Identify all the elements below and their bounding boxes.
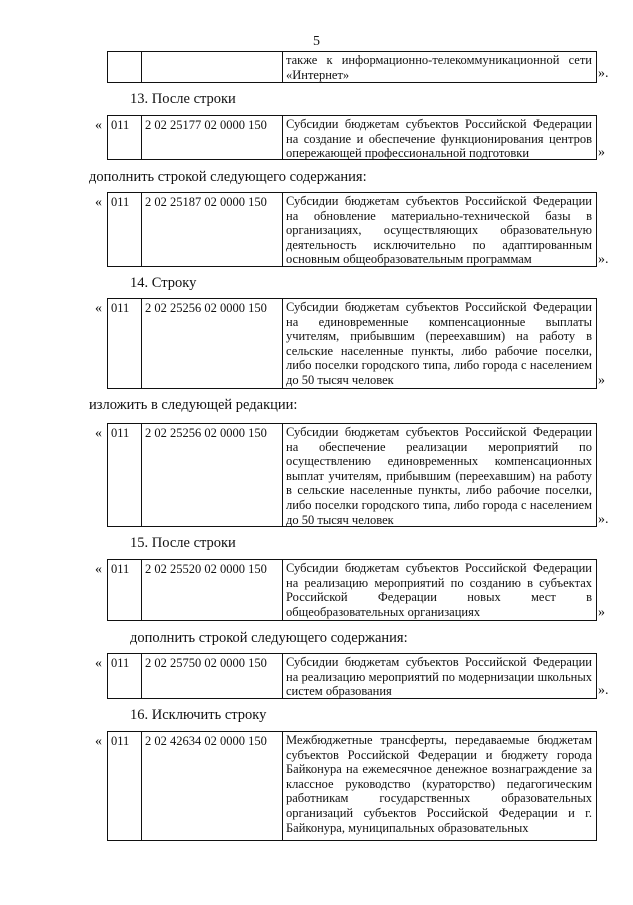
opening-quote: «	[95, 562, 102, 577]
paragraph-add-1: дополнить строкой следующего содержания:	[89, 169, 367, 185]
table-row-13	[107, 115, 597, 160]
table-row-add-1	[107, 192, 597, 267]
opening-quote: «	[95, 734, 102, 749]
table-cell-code: 011	[108, 299, 142, 388]
table-cell-description: Субсидии бюджетам субъектов Российской Федерации на создание и обеспечение функционирования центров опережающей профессиональной подготовки	[286, 117, 592, 161]
opening-quote: «	[95, 301, 102, 316]
paragraph-14: 14. Строку	[130, 275, 197, 291]
table-cell-kbk: 2 02 25187 02 0000 150	[141, 193, 283, 266]
table-cell-description: Субсидии бюджетам субъектов Российской Федерации на единовременные компенсационные выплаты учителям, прибывшим (переехавшим) на работу в сельские населенные пункты, либо рабочие поселки, либо поселки городского типа, либо города с населением до 50 тысяч человек	[286, 300, 592, 387]
table-cell-description: Субсидии бюджетам субъектов Российской Федерации на реализацию мероприятий по модернизации школьных систем образования	[286, 655, 592, 699]
opening-quote: «	[95, 195, 102, 210]
table-cell-kbk: 2 02 25256 02 0000 150	[141, 424, 283, 526]
table-cell-code: 011	[108, 654, 142, 698]
table-cell-description: Субсидии бюджетам субъектов Российской Федерации на обеспечение реализации мероприятий по осуществлению единовременных компенсационных выплат учителям, прибывшим (переехавшим) на работу в сельские населенные пункты, либо рабочие поселки, либо поселки городского типа, либо города с населением до 50 тысяч человек	[286, 425, 592, 527]
closing-quote: »	[598, 373, 605, 388]
table-cell-description: также к информационно-телекоммуникационной сети «Интернет»	[286, 53, 592, 82]
closing-quote: »	[598, 605, 605, 620]
paragraph-add-2: дополнить строкой следующего содержания:	[130, 630, 408, 646]
table-row-15	[107, 559, 597, 621]
table-cell-kbk	[141, 52, 283, 82]
closing-quote: ».	[598, 252, 609, 267]
table-cell-code: 011	[108, 193, 142, 266]
table-cell-kbk: 2 02 42634 02 0000 150	[141, 732, 283, 840]
table-row-edit	[107, 423, 597, 527]
table-cell-kbk: 2 02 25256 02 0000 150	[141, 299, 283, 388]
closing-quote: ».	[598, 683, 609, 698]
paragraph-15: 15. После строки	[130, 535, 236, 551]
table-row-continuation	[107, 51, 597, 83]
closing-quote: »	[598, 145, 605, 160]
table-cell-description: Субсидии бюджетам субъектов Российской Федерации на обновление материально-технической базы в организациях, осуществляющих образовательную деятельность исключительно по адаптированным основным общеобразовательным программам	[286, 194, 592, 267]
table-cell-kbk: 2 02 25750 02 0000 150	[141, 654, 283, 698]
paragraph-16: 16. Исключить строку	[130, 707, 267, 723]
closing-quote: ».	[598, 66, 609, 81]
table-cell-code: 011	[108, 560, 142, 620]
table-cell-code: 011	[108, 424, 142, 526]
table-row-14	[107, 298, 597, 389]
table-cell-kbk: 2 02 25177 02 0000 150	[141, 116, 283, 159]
table-cell-description: Межбюджетные трансферты, передаваемые бюджетам субъектов Российской Федерации и бюджету города Байконура на ежемесячное денежное вознаграждение за классное руководство (кураторство) педагогическим работникам государственных образовательных организаций субъектов Российской Федерации и г. Байконура, муниципальных образовательных	[286, 733, 592, 835]
table-row-add-2	[107, 653, 597, 699]
paragraph-13: 13. После строки	[130, 91, 236, 107]
table-row-16	[107, 731, 597, 841]
table-cell-kbk: 2 02 25520 02 0000 150	[141, 560, 283, 620]
table-cell-code	[108, 52, 142, 82]
table-cell-code: 011	[108, 116, 142, 159]
opening-quote: «	[95, 118, 102, 133]
opening-quote: «	[95, 426, 102, 441]
paragraph-edit: изложить в следующей редакции:	[89, 397, 298, 413]
table-cell-description: Субсидии бюджетам субъектов Российской Федерации на реализацию мероприятий по созданию в субъектах Российской Федерации новых мест в общеобразовательных организациях	[286, 561, 592, 619]
opening-quote: «	[95, 656, 102, 671]
closing-quote: ».	[598, 512, 609, 527]
page-number: 5	[313, 34, 320, 49]
table-cell-code: 011	[108, 732, 142, 840]
